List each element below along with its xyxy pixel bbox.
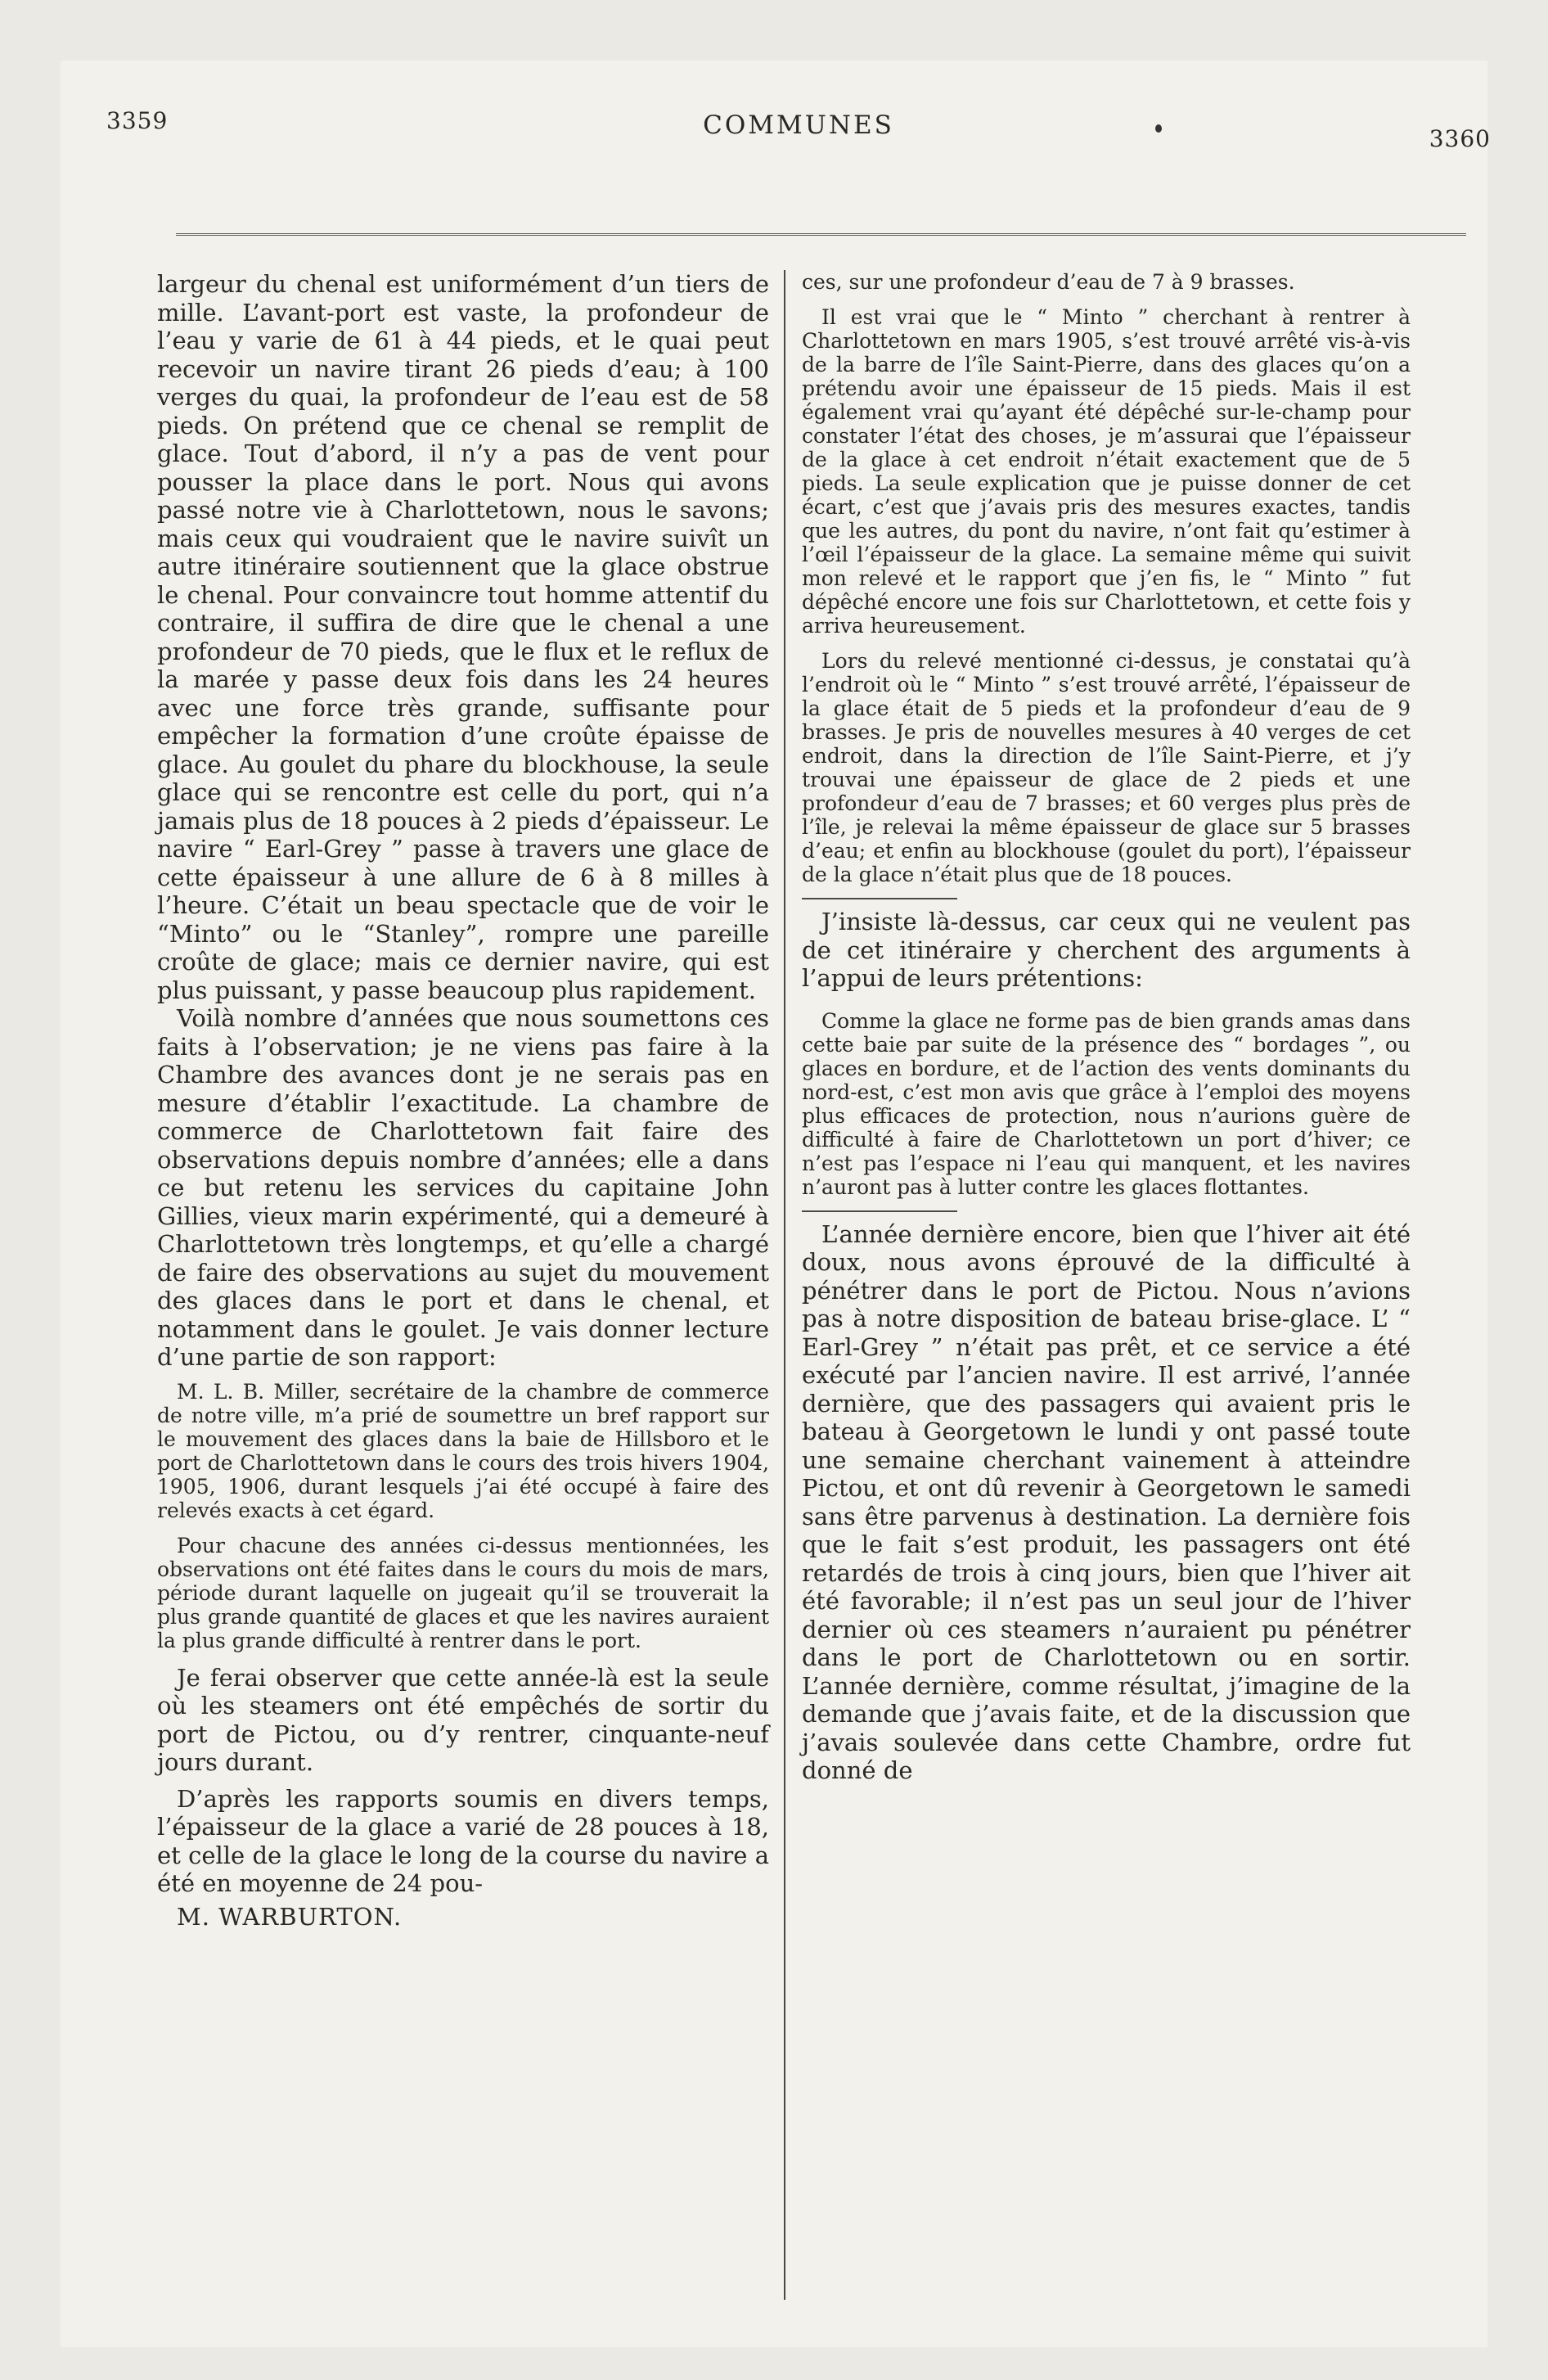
- quoted-report: Il est vrai que le “ Minto ” cherchant à rentrer à Charlottetown en mars 1905, s’est trouvé arrêté vis-à-vis de la barre de l’île Saint-Pierre, dans des glaces qu’on a prétendu avoir une épaisseur de 15 pieds. Mais il est également vrai qu’ayant été dépêché sur-le-champ pour constater l’état des choses, je m’assurai que l’épaisseur de la glace à cet endroit n’était exactement que de 5 pieds. La seule explication que je puisse donner de cet écart, c’est que j’avais pris des mesures exactes, tandis que les autres, du pont du navire, n’ont fait qu’estimer à l’œil l’épaisseur de la glace. La semaine même qui suivit mon relevé et le rapport que j’en fis, le “ Minto ” fut dépêché encore une fois sur Charlottetown, et cette fois y arriva heureusement.: [802, 305, 1411, 638]
- paragraph: largeur du chenal est uniformément d’un tiers de mille. L’avant-port est vaste, la profondeur de l’eau y varie de 61 à 44 pieds, et le quai peut recevoir un navire tirant 26 pieds d’eau; à 100 verges du quai, la profondeur de l’eau est de 58 pieds. On prétend que ce chenal se remplit de glace. Tout d’abord, il n’y a pas de vent pour pousser la place dans le port. Nous qui avons passé notre vie à Charlottetown, nous le savons; mais ceux qui voudraient que le navire suivît un autre itinéraire soutiennent que la glace obstrue le chenal. Pour convaincre tout homme attentif du contraire, il suffira de dire que le chenal a une profondeur de 70 pieds, que le flux et le reflux de la marée y passe deux fois dans les 24 heures avec une force très grande, suffisante pour empêcher la formation d’une croûte épaisse de glace. Au goulet du phare du blockhouse, la seule glace qui se rencontre est celle du port, qui n’a jamais plus de 18 pouces à 2 pieds d’épaisseur. Le navire “ Earl-Grey ” passe à travers une glace de cette épaisseur à une allure de 6 à 8 milles à l’heure. C’était un beau spectacle que de voir le “Minto” ou le “Stanley”, rompre une pareille croûte de glace; mais ce dernier navire, qui est plus puissant, y passe beaucoup plus rapidement.: [157, 270, 769, 1004]
- speaker-name: M. WARBURTON.: [177, 1902, 403, 1931]
- paragraph: Voilà nombre d’années que nous soumettons ces faits à l’observation; je ne viens pas faire à la Chambre des avances dont je ne serais pas en mesure d’établir l’exactitude. La chambre de commerce de Charlottetown fait faire des observations depuis nombre d’années; elle a dans ce but retenu les services du capitaine John Gillies, vieux marin expérimenté, qui a demeuré à Charlottetown très longtemps, et qu’elle a chargé de faire des observations au sujet du mouvement des glaces dans le port et dans le chenal, et notamment dans le goulet. Je vais donner lecture d’une partie de son rapport:: [157, 1004, 769, 1371]
- quoted-report: Comme la glace ne forme pas de bien grands amas dans cette baie par suite de la présence des “ bordages ”, ou glaces en bordure, et de l’action des vents dominants du nord-est, c’est mon avis que grâce à l’emploi des moyens plus efficaces de protection, nous n’aurions guère de difficulté à faire de Charlottetown un port d’hiver; ce n’est pas l’espace ni l’eau qui manquent, et les navires n’auront pas à lutter contre les glaces flottantes.: [802, 1008, 1411, 1199]
- column-divider: [784, 270, 785, 2300]
- section-rule: [802, 898, 957, 899]
- ink-speck: [1155, 124, 1162, 133]
- right-column: [802, 270, 1411, 1785]
- left-column: [157, 270, 769, 1931]
- header-rule: [176, 233, 1466, 239]
- quoted-report: M. L. B. Miller, secrétaire de la chambre de commerce de notre ville, m’a prié de soumettre un bref rapport sur le mouvement des glaces dans la baie de Hillsboro et le port de Charlottetown dans le cours des trois hivers 1904, 1905, 1906, durant lesquels j’ai été occupé à faire des relevés exacts à cet égard.: [157, 1379, 769, 1522]
- page-title: COMMUNES: [703, 110, 894, 140]
- quoted-report: Pour chacune des années ci-dessus mentionnées, les observations ont été faites dans le cours du mois de mars, période durant laquelle on jugeait qu’il se trouverait la plus grande quantité de glaces et que les navires auraient la plus grande difficulté à rentrer dans le port.: [157, 1533, 769, 1652]
- page-number-right: 3360: [1429, 125, 1491, 152]
- paragraph: L’année dernière encore, bien que l’hiver ait été doux, nous avons éprouvé de la difficulté à pénétrer dans le port de Pictou. Nous n’avions pas à notre disposition de bateau brise-glace. L’ “ Earl-Grey ” n’était pas prêt, et ce service a été exécuté par l’ancien navire. Il est arrivé, l’année dernière, que des passagers qui avaient pris le bateau à Georgetown le lundi y ont passé toute une semaine cherchant vainement à atteindre Pictou, et ont dû revenir à Georgetown le samedi sans être parvenus à destination. La dernière fois que le fait s’est produit, les passagers ont été retardés de trois à cinq jours, bien que l’hiver ait été favorable; il n’est pas un seul jour de l’hiver dernier où ces steamers n’auraient pu pénétrer dans le port de Charlottetown ou en sortir. L’année dernière, comme résultat, j’imagine de la demande que j’avais faite, et de la discussion que j’avais soulevée dans cette Chambre, ordre fut donné de: [802, 1219, 1411, 1784]
- section-rule: [802, 1210, 957, 1212]
- paragraph: D’après les rapports soumis en divers temps, l’épaisseur de la glace a varié de 28 pouces à 18, et celle de la glace le long de la course du navire a été en moyenne de 24 pou-: [157, 1784, 769, 1897]
- paragraph: J’insiste là-dessus, car ceux qui ne veulent pas de cet itinéraire y cherchent des arguments à l’appui de leurs prétentions:: [802, 908, 1411, 992]
- paragraph: Je ferai observer que cette année-là est la seule où les steamers ont été empêchés de sortir du port de Pictou, ou d’y rentrer, cinquante-neuf jours durant.: [157, 1663, 769, 1776]
- page-header: [106, 94, 1491, 152]
- quoted-report: Lors du relevé mentionné ci-dessus, je constatai qu’à l’endroit où le “ Minto ” s’est trouvé arrêté, l’épaisseur de la glace était de 5 pieds et la profondeur d’eau de 9 brasses. Je pris de nouvelles mesures à 40 verges de cet endroit, dans la direction de l’île Saint-Pierre, et j’y trouvai une épaisseur de glace de 2 pieds et une profondeur d’eau de 7 brasses; et 60 verges plus près de l’île, je relevai la même épaisseur de glace sur 5 brasses d’eau; et enfin au blockhouse (goulet du port), l’épaisseur de la glace n’était plus que de 18 pouces.: [802, 649, 1411, 886]
- page-number-left: 3359: [106, 107, 169, 134]
- quoted-report: ces, sur une profondeur d’eau de 7 à 9 brasses.: [802, 270, 1295, 294]
